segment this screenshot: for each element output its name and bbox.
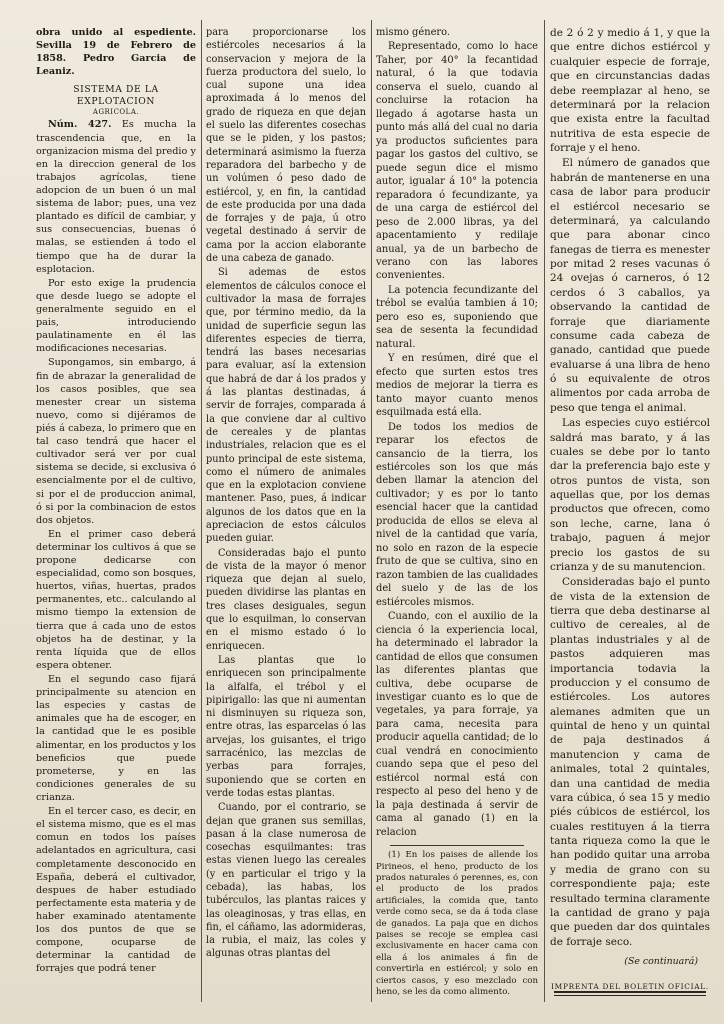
paragraph: En el tercer caso, es decir, en el sistema mismo, que es el mas comun en todos los países adelantados en agricultura, casi completamente desconocido en España, deberá el cultivador, despues de haber estudiado perfectamente esta materia y de haber examinado atentamente los dos puntos de que se compone, ocuparse de determinar la cantidad de forrajes que podrá tener [36, 806, 196, 975]
section-heading: SISTEMA DE LA EXPLOTACION [73, 84, 159, 108]
footnote-divider [390, 845, 524, 846]
paragraph: para proporcionarse los estiércoles necesarios á la conservacion y mejora de la fuerza productora del suelo, lo cual supone una idea aproximada á lo menos del grado de riqueza en que dejan el suelo las diferentes cosechas que se le piden, y los pastos; determinará asimismo la fuerza reparadora del barbecho y de un volúmen ó peso dado de estiércol, y, en fin, la cantidad de este producida por una dada de forrajes y de paja, ú otro vegetal destinado á servir de cama por la accion elaborante de una cabeza de ganado. [206, 27, 366, 265]
paragraph: El número de ganados que habrán de mantenerse en una casa de labor para producir el estiércol necesario se determinará, ya calculando que para abonar cinco fanegas de tierra es menester por mitad 2 reses vacunas ó 24 ovejas ó carneros, ó 12 cerdos ó 3 caballos, ya observando la cantidad de forraje que diariamente consume cada cabeza de ganado, cantidad que puede evaluarse á una libra de heno ó su equivalente de otros alimentos por cada arroba de peso que tenga el animal. [550, 157, 710, 414]
paragraph: Supongamos, sin embargo, á fin de abrazar la generalidad de los casos posibles, que sea menester crear un sistema nuevo, como si dijéramos de piés á cabeza, lo primero que en tal caso tendrá que hacer el cultivador será ver por cual sistema se decide, si exclusiva ó esencialmente por el de cultivo, si por el de produccion animal, ó si por la combinacion de estos dos objetos. [36, 357, 196, 526]
paragraph: Si ademas de estos elementos de cálculos conoce el cultivador la masa de forrajes que, por término medio, da la unidad de superficie segun las diferentes especies de tierra, tendrá las bases necesarias para evaluar, así la extension que habrá de dar á los prados y á las plantas destinadas, á servir de forrajes, comparada á la que conviene dar al cultivo de cereales y de plantas industriales, relacion que es el punto principal de este sistema, como el número de animales que en la explotacion conviene mantener. Paso, pues, á indicar algunos de los datos que en la apreciacion de estos cálculos pueden guiar. [206, 267, 366, 545]
column-rule [371, 20, 372, 1002]
paragraph: Es mucha la trascendencia que, en la organizacion misma del predio y en la direccion general de los trabajos agrícolas, tiene adopcion de un buen ó un mal sistema de labor; pues, una vez plantado es difícil de cambiar, y sus consecuencias, buenas ó malas, se estienden á todo el tiempo que ha de durar la esplotacion. [36, 119, 196, 275]
paragraph: En el primer caso deberá determinar los cultivos á que se propone dedicarse con especialidad, como son bosques, huertos, viñas, huertas, prados permanentes, etc.. calculando al mismo tiempo la extension de tierra que á cada uno de estos objetos ha de destinar, y la renta líquida que de ellos espera obtener. [36, 528, 196, 671]
paragraph: De todos los medios de reparar los efectos de cansancio de la tierra, los estiércoles son los que más deben llamar la atencion del cultivador; y es por lo tanto esencial hacer que la cantidad producida de ellos se eleva al nivel de la cantidad que varía, no solo en razon de la especie fruto de que se cultiva, sino en razon tambien de las cualidades del suelo y de las de los estiércoles mismos. [376, 421, 538, 608]
column-3 [376, 26, 538, 998]
article-signature: obra unido al espediente. Sevilla 19 de Febrero de 1858. Pedro Garcia de Leaniz. [36, 27, 196, 78]
paragraph: Consideradas bajo el punto de vista de la mayor ó menor riqueza que dejan al suelo, pueden dividirse las plantas en tres clases desiguales, segun que lo esquilman, lo conservan en el mismo estado ó lo enriquecen. [206, 547, 366, 652]
paragraph: mismo género. [376, 27, 451, 38]
column-2 [206, 26, 366, 962]
paragraph: Cuando, por el contrario, se dejan que granen sus semillas, pasan á la clase numerosa de cosechas esquilmantes: tras estas vienen luego las cereales (y en particular el trigo y la cebada), las habas, los tubérculos, las plantas raices y las oleaginosas, y tras ellas, en fin, el cáñamo, las adormideras, la rubia, el maiz, las coles y algunas otras plantas del [206, 802, 366, 960]
column-4 [550, 26, 710, 996]
imprint-line: IMPRENTA DEL BOLETIN OFICIAL. [551, 982, 709, 991]
article-number: Núm. 427. [48, 119, 112, 131]
footnote: (1) En los paises de allende los Pirineos, el heno, producto de los prados naturales ó perennes, es, con el producto de los prados artificiales, la comida que, tanto verde como seca, se da á toda clase de ganados. La paja que en dichos paises se recoje se emplea casi exclusivamente en hacer cama con ella á los animales á fin de convertirla en estiércol; y solo en ciertos casos, y eso mezclado con heno, se les da como alimento. [376, 850, 538, 997]
paragraph: Y en resúmen, diré que el efecto que surten estos tres medios de mejorar la tierra es tanto mayor cuanto menos esquilmada está ella. [376, 353, 538, 419]
continued-note: (Se continuará) [624, 956, 698, 967]
paragraph: Las plantas que lo enriquecen son principalmente la alfalfa, el trébol y el pipirigallo: las que ni aumentan ni disminuyen su riqueza son, entre otras, las esparcelas ó las arvejas, los guisantes, el trigo sarracénico, las mezclas de yerbas para forrajes, suponiendo que se corten en verde todas estas plantas. [206, 654, 366, 799]
paragraph: de 2 ó 2 y medio á 1, y que la que entre dichos estiércol y cualquier especie de forraje, que en circunstancias dadas debe reemplazar al heno, se determinará por la relacion que exista entre la facultad nutritiva de esta especie de forraje y el heno. [550, 27, 710, 154]
paragraph: En el segundo caso fijará principalmente su atencion en las especies y castas de animales que ha de escoger, en la cantidad que le es posible alimentar, en los productos y los beneficios que puede prometerse, y en las condiciones generales de su crianza. [36, 674, 196, 804]
paragraph: Consideradas bajo el punto de vista de la extension de tierra que deba destinarse al cultivo de cereales, al de plantas industriales y al de pastos adquieren mas importancia todavia la produccion y el consumo de estiércoles. Los autores alemanes admiten que un quintal de heno y un quintal de paja destinados á manutencion y cama de animales, total 2 quintales, dan una cantidad de media vara cúbica, ó sea 15 y medio piés cúbicos de estiércol, los cuales restituyen á la tierra tanta riqueza como la que le han podido quitar una arroba y media de grano con su correspondiente paja; este resultado termina claramente la cantidad de grano y paja que pueden dar dos quintales de forraje seco. [550, 576, 710, 948]
closing-rule [554, 995, 706, 996]
paragraph: Por esto exige la prudencia que desde luego se adopte el generalmente seguido en el pais, introduciendo paulatinamente en él las modificaciones necesarias. [36, 277, 196, 355]
paragraph: Las especies cuyo estiércol saldrá mas barato, y á las cuales se debe por lo tanto dar la preferencia bajo este y otros puntos de vista, son aquellas que, por los demas productos que ofrecen, como son leche, carne, lana ó trabajo, paguen á mejor precio los gastos de su crianza y de su manutencion. [550, 417, 710, 573]
column-rule [201, 20, 202, 1002]
paragraph: Cuando, con el auxilio de la ciencia ó la experiencia local, ha determinado el labrador la cantidad de ellos que consumen las diferentes plantas que cultiva, debe ocuparse de investigar cuanto es lo que de vegetales, ya para forraje, ya para cama, necesita para producir aquella cantidad; de lo cual vendrá en conocimiento cuando sepa que el peso del estiércol normal está con respecto al peso del heno y de la paja destinada á servir de cama al ganado (1) en la relacion [376, 611, 538, 838]
column-1 [36, 26, 196, 977]
paragraph: La potencia fecundizante del trébol se evalúa tambien á 10; pero eso es, suponiendo que sea de sesenta la fecundidad natural. [376, 284, 538, 350]
section-subheading: AGRICOLA. [92, 108, 140, 117]
paragraph: Representado, como lo hace Taher, por 40° la fecantidad natural, ó la que todavia conserva el suelo, cuando al concluirse la rotacion ha llegado á agotarse hasta un punto más allá del cual no daria ya productos suficientes para pagar los gastos del cultivo, se puede segun dice el mismo autor, igualar á 10° la potencia reparadora ó fecundizante, ya de una carga de estiércol del peso de 2.000 libras, ya del apacentamiento y redilaje anual, ya de un barbecho de verano con las labores convenientes. [376, 41, 538, 282]
column-rule [544, 20, 545, 1002]
